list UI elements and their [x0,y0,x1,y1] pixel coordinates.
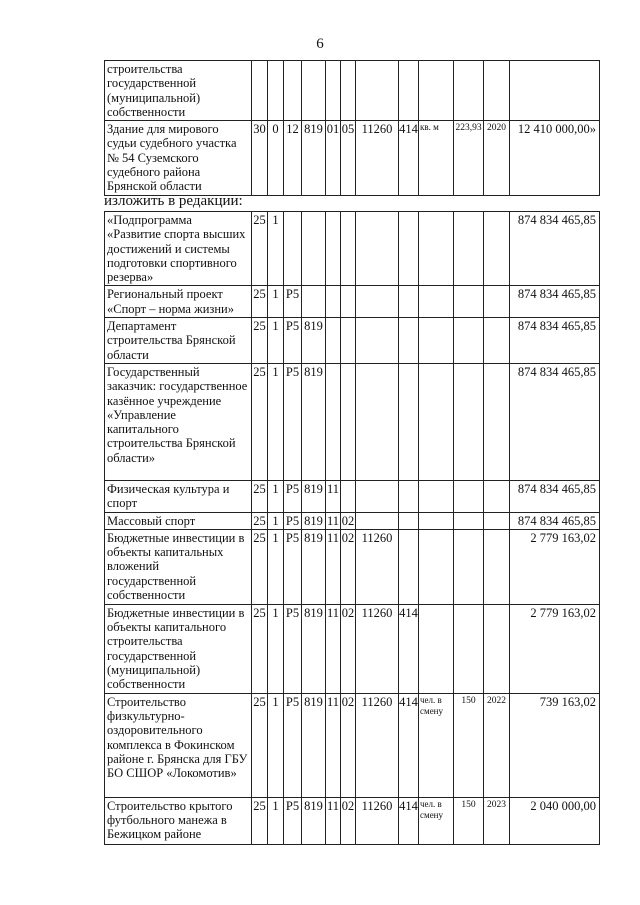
code-cell: 1 [268,286,284,318]
code-cell [326,318,341,364]
unit-cell [419,512,454,529]
code-cell: 02 [341,604,356,693]
table-row [105,693,600,797]
value-cell: 150 [454,693,484,797]
year-cell [484,61,510,121]
table-row [105,61,600,121]
code-cell: 11260 [356,797,399,844]
value-cell: 223,93 [454,121,484,196]
code-cell [356,363,399,480]
code-cell [284,212,302,286]
unit-cell [419,318,454,364]
row-name: строительства государственной (муниципальной) собственности [105,61,252,121]
row-name: Физическая культура и спорт [105,480,252,512]
table-row [105,797,600,844]
row-name: Здание для мирового судьи судебного участка № 54 Суземского судебного района Брянской области [105,121,252,196]
code-cell: 11 [326,480,341,512]
code-cell: P5 [284,512,302,529]
code-cell: 819 [302,363,326,480]
value-cell [454,529,484,604]
code-cell [399,512,419,529]
amount-cell: 874 834 465,85 [510,212,600,286]
code-cell: 02 [341,693,356,797]
code-cell: 25 [252,286,268,318]
code-cell [399,212,419,286]
value-cell [454,512,484,529]
code-cell: P5 [284,286,302,318]
unit-cell: чел. в смену [419,693,454,797]
code-cell [326,61,341,121]
code-cell: 25 [253,513,266,528]
code-cell: 25 [252,212,268,286]
budget-table-old [104,60,600,196]
table-row [105,212,600,286]
code-cell: P5 [284,363,302,480]
code-cell: 11260 [356,529,399,604]
year-cell [484,529,510,604]
value-cell [454,480,484,512]
amount-cell: 739 163,02 [510,693,600,797]
code-cell [356,318,399,364]
code-cell [326,286,341,318]
code-cell: 819 [302,512,326,529]
year-cell [484,480,510,512]
table-row [105,480,600,512]
row-name: Бюджетные инвестиции в объекты капитальных вложений государственной собственности [105,529,252,604]
table-row [105,318,600,364]
code-cell: 11 [326,529,341,604]
code-cell: 12 [284,121,302,196]
row-name: Массовый спорт [105,512,252,529]
code-cell [341,61,356,121]
code-cell: 1 [268,693,284,797]
code-cell: 1 [268,797,284,844]
year-cell [484,512,510,529]
value-cell [454,318,484,364]
table-row [105,529,600,604]
code-cell [326,363,341,480]
code-cell: 414 [399,121,419,196]
row-name: Региональный проект «Спорт – норма жизни» [105,286,252,318]
code-cell: P5 [284,797,302,844]
code-cell [252,61,268,121]
year-cell: 2023 [484,797,510,844]
code-cell [302,212,326,286]
code-cell: 819 [302,604,326,693]
code-cell [268,61,284,121]
code-cell: 25 [252,797,268,844]
table-row [105,604,600,693]
code-cell: 1 [268,480,284,512]
amount-cell: 874 834 465,85 [510,318,600,364]
unit-cell [419,363,454,480]
code-cell: 11260 [356,121,399,196]
year-cell [484,212,510,286]
code-cell: P5 [284,318,302,364]
code-cell: 819 [302,480,326,512]
amount-cell [510,61,600,121]
code-cell: 25 [252,529,268,604]
amount-cell: 874 834 465,85 [510,363,600,480]
code-cell [399,529,419,604]
code-cell: 25 [252,693,268,797]
unit-cell: кв. м [419,121,454,196]
table-row [105,121,600,196]
code-cell [284,61,302,121]
code-cell: 0 [268,121,284,196]
code-cell: 1 [268,512,284,529]
amount-cell: 874 834 465,85 [510,286,600,318]
unit-cell [419,212,454,286]
code-cell [399,480,419,512]
code-cell [399,318,419,364]
code-cell: 01 [326,121,341,196]
code-cell: P5 [284,480,302,512]
code-cell: 1 [268,363,284,480]
value-cell [454,363,484,480]
code-cell: 25 [252,363,268,480]
code-cell [399,61,419,121]
unit-cell [419,286,454,318]
page-number: 6 [316,36,324,52]
code-cell: P5 [284,529,302,604]
table-row [105,363,600,480]
code-cell [341,318,356,364]
code-cell: 11 [326,604,341,693]
amount-cell: 874 834 465,85 [510,480,600,512]
code-cell: 819 [302,529,326,604]
unit-cell [419,480,454,512]
code-cell: 1 [268,529,284,604]
value-cell [454,604,484,693]
row-name: Строительство физкультурно-оздоровительного комплекса в Фокинском районе г. Брянска для ГБУ БО СШОР «Локомотив» [105,693,252,797]
code-cell: 02 [341,797,356,844]
code-cell: 05 [341,121,356,196]
code-cell [356,512,399,529]
year-cell [484,318,510,364]
code-cell: 414 [399,693,419,797]
code-cell: 11260 [356,604,399,693]
amount-cell: 2 040 000,00 [510,797,600,844]
row-name: Строительство крытого футбольного манежа в Бежицком районе [105,797,252,844]
code-cell: 414 [399,797,419,844]
year-cell [484,286,510,318]
code-cell [341,286,356,318]
year-cell: 2022 [484,693,510,797]
row-name: Государственный заказчик: государственное казённое учреждение «Управление капитального строительства Брянской области» [105,363,252,480]
code-cell: 11 [326,797,341,844]
value-cell: 150 [454,797,484,844]
year-cell [484,363,510,480]
code-cell: 30 [252,121,268,196]
code-cell: 25 [252,318,268,364]
code-cell: 414 [399,604,419,693]
code-cell: 25 [252,604,268,693]
code-cell: 819 [302,318,326,364]
code-cell: 1 [268,604,284,693]
value-cell [454,61,484,121]
code-cell [356,212,399,286]
code-cell: 25 [252,480,268,512]
code-cell [341,480,356,512]
code-cell [399,363,419,480]
code-cell: P5 [284,693,302,797]
year-cell [484,604,510,693]
table-row [105,512,600,529]
unit-cell [419,529,454,604]
edit-instruction: изложить в редакции: [104,193,243,209]
code-cell [341,212,356,286]
code-cell [356,61,399,121]
code-cell [302,286,326,318]
row-name: Бюджетные инвестиции в объекты капитального строительства государственной (муниципальной) собственности [105,604,252,693]
budget-table-new [104,211,600,845]
row-name: «Подпрограмма «Развитие спорта высших достижений и системы подготовки спортивного резерва» [105,212,252,286]
code-cell [341,363,356,480]
unit-cell [419,61,454,121]
amount-cell: 2 779 163,02 [510,529,600,604]
row-name: Департамент строительства Брянской области [105,318,252,364]
code-cell: 819 [302,693,326,797]
code-cell: 11 [326,513,340,528]
amount-cell: 12 410 000,00» [510,121,600,196]
value-cell [454,212,484,286]
table-row [105,286,600,318]
unit-cell [419,604,454,693]
unit-cell: чел. в смену [419,797,454,844]
code-cell: 819 [302,797,326,844]
code-cell [302,61,326,121]
code-cell: 02 [341,529,356,604]
code-cell [356,286,399,318]
amount-cell: 2 779 163,02 [510,604,600,693]
amount-cell: 874 834 465,85 [510,512,600,529]
code-cell: P5 [284,604,302,693]
code-cell [326,212,341,286]
code-cell [399,286,419,318]
code-cell: 11260 [356,693,399,797]
value-cell [454,286,484,318]
code-cell: 819 [302,121,326,196]
year-cell: 2020 [484,121,510,196]
code-cell: 1 [268,318,284,364]
code-cell: 1 [268,212,284,286]
code-cell: 02 [341,513,355,528]
code-cell [356,480,399,512]
code-cell: 11 [326,693,341,797]
